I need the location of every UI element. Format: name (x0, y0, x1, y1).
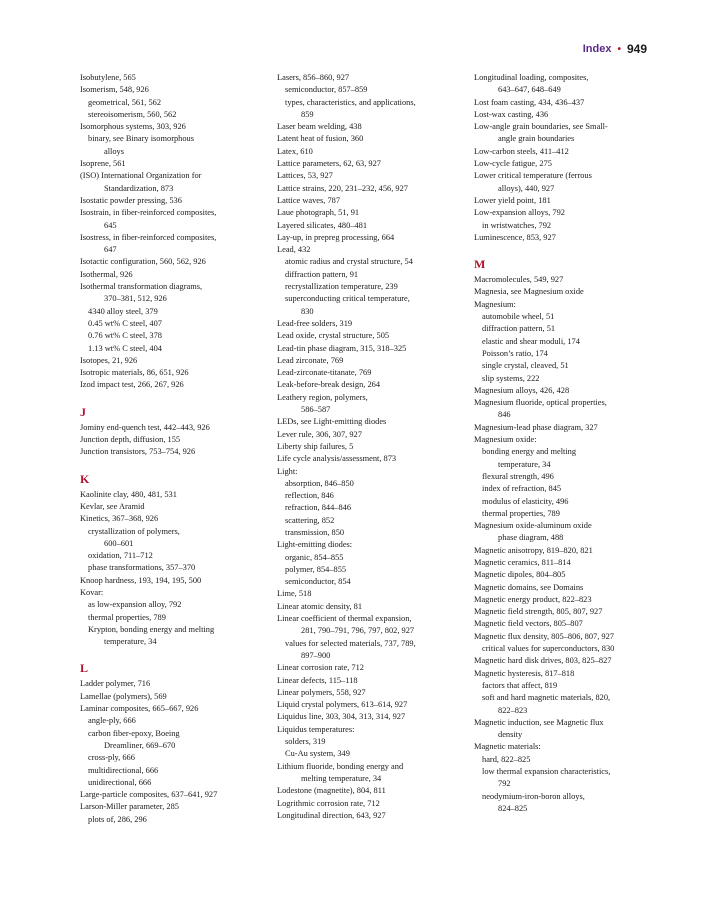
index-entry: Magnesium: (474, 299, 516, 309)
index-subentry: atomic radius and crystal structure, 54 (285, 257, 413, 267)
index-subentry: solders, 319 (285, 737, 326, 747)
index-entry: Liberty ship failures, 5 (277, 441, 354, 451)
index-entry: Light-emitting diodes: (277, 540, 353, 550)
index-entry: Isothermal, 926 (80, 269, 133, 279)
index-entry: Layered silicates, 480–481 (277, 220, 368, 230)
index-entry: Isotopes, 21, 926 (80, 355, 138, 365)
index-entry: Isostrain, in fiber-reinforced composites, (80, 208, 217, 218)
index-entry: Isomorphous systems, 303, 926 (80, 122, 186, 132)
index-entry: Jominy end-quench test, 442–443, 926 (80, 422, 210, 432)
index-subentry: superconducting critical temperature, (285, 294, 410, 304)
index-entry: Laue photograph, 51, 91 (277, 208, 360, 218)
section-letter: J (80, 404, 86, 419)
index-subentry: bonding energy and melting (482, 447, 577, 457)
index-subentry: 897–900 (301, 650, 331, 660)
index-entry: Isobutylene, 565 (80, 73, 136, 82)
index-entry: Magnetic dipoles, 804–805 (474, 570, 566, 580)
index-entry: Lattice strains, 220, 231–232, 456, 927 (277, 183, 408, 193)
index-entry: Magnetic flux density, 805–806, 807, 927 (474, 631, 614, 641)
index-entry: Longitudinal direction, 643, 927 (277, 810, 386, 820)
index-subentry: 647 (104, 245, 117, 255)
index-subentry: automobile wheel, 51 (482, 312, 555, 322)
index-entry: Junction transistors, 753–754, 926 (80, 447, 196, 457)
index-subentry: binary, see Binary isomorphous (88, 134, 194, 144)
index-entry: Low-expansion alloys, 792 (474, 208, 565, 218)
index-subentry: flexural strength, 496 (482, 471, 554, 481)
index-subentry: alloys (104, 146, 125, 156)
index-entry: (ISO) International Organization for (80, 171, 202, 181)
index-entry: Macromolecules, 549, 927 (474, 275, 564, 285)
index-entry: Magnesium fluoride, optical properties, (474, 398, 607, 408)
index-subentry: elastic and shear moduli, 174 (482, 336, 580, 346)
index-entry: Magnesium alloys, 426, 428 (474, 385, 570, 395)
index-entry: LEDs, see Light-emitting diodes (277, 417, 387, 427)
index-subentry: semiconductor, 857–859 (285, 85, 368, 95)
index-column-1 (80, 72, 270, 826)
index-subentry: values for selected materials, 737, 789, (285, 638, 416, 648)
index-entry: Latex, 610 (277, 146, 313, 156)
index-entry: Leathery region, polymers, (277, 392, 368, 402)
index-subentry: low thermal expansion characteristics, (482, 767, 611, 777)
index-entry: Magnetic hysteresis, 817–818 (474, 668, 575, 678)
index-entry: Magnetic domains, see Domains (474, 582, 584, 592)
index-subentry: slip systems, 222 (482, 373, 540, 383)
index-subentry: index of refraction, 845 (482, 484, 562, 494)
index-entry: Junction depth, diffusion, 155 (80, 435, 181, 445)
index-subentry: density (498, 730, 523, 740)
index-entry: Linear corrosion rate, 712 (277, 663, 364, 673)
index-entry: Latent heat of fusion, 360 (277, 134, 364, 144)
index-column-3 (474, 72, 664, 815)
index-subentry: 859 (301, 109, 314, 119)
index-subentry: crystallization of polymers, (88, 526, 180, 536)
index-entry: Isostatic powder pressing, 536 (80, 195, 182, 205)
index-subentry: angle grain boundaries (498, 134, 575, 144)
index-subentry: Krypton, bonding energy and melting (88, 624, 215, 634)
index-subentry: 824–825 (498, 803, 528, 813)
index-column-2 (277, 72, 469, 822)
index-entry: Lead-free solders, 319 (277, 318, 353, 328)
index-subentry: factors that affect, 819 (482, 680, 558, 690)
running-header (583, 42, 647, 56)
index-subentry: multidirectional, 666 (88, 765, 159, 775)
index-subentry: alloys), 440, 927 (498, 183, 555, 193)
index-subentry: 830 (301, 306, 314, 316)
index-entry: Lattice parameters, 62, 63, 927 (277, 159, 381, 169)
index-subentry: 1.13 wt% C steel, 404 (88, 343, 162, 353)
section-letter: M (474, 257, 486, 272)
index-entry: Lodestone (magnetite), 804, 811 (277, 786, 386, 796)
index-subentry: single crystal, cleaved, 51 (482, 361, 569, 371)
index-entry: Lead-tin phase diagram, 315, 318–325 (277, 343, 407, 353)
index-subentry: 586–587 (301, 405, 331, 415)
index-subentry: Cu-Au system, 349 (285, 749, 350, 759)
index-entry: Ladder polymer, 716 (80, 679, 151, 689)
index-subentry: soft and hard magnetic materials, 820, (482, 693, 611, 703)
index-entry: Magnetic energy product, 822–823 (474, 594, 592, 604)
index-entry: Laminar composites, 665–667, 926 (80, 704, 199, 714)
index-entry: Magnetic field strength, 805, 807, 927 (474, 607, 603, 617)
index-subentry: in wristwatches, 792 (482, 220, 552, 230)
index-entry: Liquidus line, 303, 304, 313, 314, 927 (277, 712, 406, 722)
index-entry: Low-angle grain boundaries, see Small- (474, 122, 608, 132)
index-entry: Lamellae (polymers), 569 (80, 691, 167, 701)
header-separator: • (617, 43, 621, 55)
index-subentry: 645 (104, 220, 117, 230)
section-letter: K (80, 471, 90, 486)
index-entry: Magnetic materials: (474, 742, 541, 752)
page-number: 949 (626, 42, 647, 56)
index-subentry: carbon fiber-epoxy, Boeing (88, 728, 180, 738)
index-entry: Linear coefficient of thermal expansion, (277, 614, 412, 624)
index-entry: Magnetic ceramics, 811–814 (474, 557, 571, 567)
index-entry: Lead, 432 (277, 245, 311, 255)
index-subentry: Standardization, 873 (104, 183, 174, 193)
index-subentry: semiconductor, 854 (285, 577, 351, 587)
index-subentry: melting temperature, 34 (301, 773, 382, 783)
index-subentry: types, characteristics, and applications, (285, 97, 416, 107)
index-entry: Lead-zirconate-titanate, 769 (277, 368, 372, 378)
index-entry: Magnesium oxide: (474, 435, 537, 445)
index-entry: Large-particle composites, 637–641, 927 (80, 790, 218, 800)
index-entry: Magnetic anisotropy, 819–820, 821 (474, 545, 593, 555)
index-entry: Isothermal transformation diagrams, (80, 282, 203, 292)
index-entry: Lost-wax casting, 436 (474, 109, 549, 119)
index-entry: Kaolinite clay, 480, 481, 531 (80, 489, 177, 499)
index-subentry: 822–823 (498, 705, 528, 715)
index-subentry: thermal properties, 789 (482, 508, 560, 518)
index-entry: Kovar: (80, 587, 104, 597)
index-subentry: hard, 822–825 (482, 754, 531, 764)
index-subentry: modulus of elasticity, 496 (482, 496, 569, 506)
index-subentry: 4340 alloy steel, 379 (88, 306, 158, 316)
index-entry: Kinetics, 367–368, 926 (80, 514, 159, 524)
index-subentry: as low-expansion alloy, 792 (88, 600, 182, 610)
index-subentry: 370–381, 512, 926 (104, 294, 167, 304)
index-subentry: scattering, 852 (285, 515, 335, 525)
index-entry: Isostress, in fiber-reinforced composites, (80, 232, 217, 242)
index-subentry: 846 (498, 410, 511, 420)
index-entry: Laser beam welding, 438 (277, 122, 362, 132)
index-entry: Isoprene, 561 (80, 159, 126, 169)
index-entry: Isotactic configuration, 560, 562, 926 (80, 257, 206, 267)
index-entry: Lay-up, in prepreg processing, 664 (277, 232, 395, 242)
index-entry: Lower yield point, 181 (474, 195, 551, 205)
index-entry: Lithium fluoride, bonding energy and (277, 761, 404, 771)
index-subentry: thermal properties, 789 (88, 612, 166, 622)
index-subentry: stereoisomerism, 560, 562 (88, 109, 177, 119)
index-subentry: unidirectional, 666 (88, 777, 152, 787)
index-entry: Magnetic hard disk drives, 803, 825–827 (474, 656, 612, 666)
index-subentry: temperature, 34 (498, 459, 551, 469)
index-subentry: refraction, 844–846 (285, 503, 352, 513)
index-entry: Lost foam casting, 434, 436–437 (474, 97, 585, 107)
index-subentry: organic, 854–855 (285, 552, 344, 562)
index-entry: Magnetic induction, see Magnetic flux (474, 717, 604, 727)
section-title: Index (582, 43, 612, 55)
index-subentry: diffraction pattern, 91 (285, 269, 359, 279)
index-subentry: phase diagram, 488 (498, 533, 564, 543)
index-subentry: 643–647, 648–649 (498, 85, 561, 95)
index-entry: Low-carbon steels, 411–412 (474, 146, 569, 156)
index-entry: Lattice waves, 787 (277, 195, 341, 205)
index-entry: Isotropic materials, 86, 651, 926 (80, 368, 189, 378)
index-subentry: oxidation, 711–712 (88, 551, 153, 561)
index-subentry: phase transformations, 357–370 (88, 563, 196, 573)
index-entry: Isomerism, 548, 926 (80, 85, 149, 95)
index-subentry: critical values for superconductors, 830 (482, 644, 615, 654)
index-entry: Leak-before-break design, 264 (277, 380, 381, 390)
index-entry: Linear polymers, 558, 927 (277, 687, 366, 697)
index-subentry: plots of, 286, 296 (88, 814, 147, 824)
index-subentry: temperature, 34 (104, 637, 157, 647)
index-entry: Izod impact test, 266, 267, 926 (80, 380, 184, 390)
index-subentry: diffraction pattern, 51 (482, 324, 556, 334)
index-subentry: cross-ply, 666 (88, 753, 135, 763)
index-subentry: 0.45 wt% C steel, 407 (88, 318, 162, 328)
index-entry: Liquidus temperatures: (277, 724, 355, 734)
index-subentry: recrystallization temperature, 239 (285, 282, 398, 292)
index-subentry: transmission, 850 (285, 527, 345, 537)
index-entry: Liquid crystal polymers, 613–614, 927 (277, 700, 408, 710)
index-subentry: neodymium-iron-boron alloys, (482, 791, 585, 801)
index-entry: Lead oxide, crystal structure, 505 (277, 331, 390, 341)
index-entry: Lasers, 856–860, 927 (277, 73, 350, 82)
index-entry: Magnetic field vectors, 805–807 (474, 619, 583, 629)
index-subentry: Poisson’s ratio, 174 (482, 348, 548, 358)
index-entry: Magnesia, see Magnesium oxide (474, 287, 584, 297)
index-entry: Lime, 518 (277, 589, 312, 599)
index-entry: Magnesium oxide-aluminum oxide (474, 521, 592, 531)
index-entry: Magnesium-lead phase diagram, 327 (474, 422, 598, 432)
index-entry: Life cycle analysis/assessment, 873 (277, 454, 397, 464)
index-entry: Lead zirconate, 769 (277, 355, 344, 365)
index-subentry: Dreamliner, 669–670 (104, 740, 176, 750)
index-subentry: reflection, 846 (285, 491, 334, 501)
index-entry: Luminescence, 853, 927 (474, 232, 556, 242)
index-subentry: 792 (498, 779, 511, 789)
index-entry: Low-cycle fatigue, 275 (474, 159, 552, 169)
index-entry: Lever rule, 306, 307, 927 (277, 429, 362, 439)
index-entry: Kevlar, see Aramid (80, 501, 145, 511)
index-subentry: geometrical, 561, 562 (88, 97, 162, 107)
index-subentry: angle-ply, 666 (88, 716, 136, 726)
index-subentry: absorption, 846–850 (285, 478, 354, 488)
index-entry: Lattices, 53, 927 (277, 171, 333, 181)
index-subentry: 600–601 (104, 538, 134, 548)
index-entry: Linear atomic density, 81 (277, 601, 363, 611)
index-entry: Longitudinal loading, composites, (474, 73, 589, 82)
index-entry: Lower critical temperature (ferrous (474, 171, 592, 181)
index-entry: Larson-Miller parameter, 285 (80, 802, 179, 812)
index-subentry: polymer, 854–855 (285, 564, 347, 574)
section-letter: L (80, 661, 89, 676)
index-entry: Knoop hardness, 193, 194, 195, 500 (80, 575, 202, 585)
index-subentry: 0.76 wt% C steel, 378 (88, 331, 162, 341)
index-subentry: 281, 790–791, 796, 797, 802, 927 (301, 626, 415, 636)
index-entry: Light: (277, 466, 298, 476)
index-entry: Logrithmic corrosion rate, 712 (277, 798, 380, 808)
index-entry: Linear defects, 115–118 (277, 675, 358, 685)
